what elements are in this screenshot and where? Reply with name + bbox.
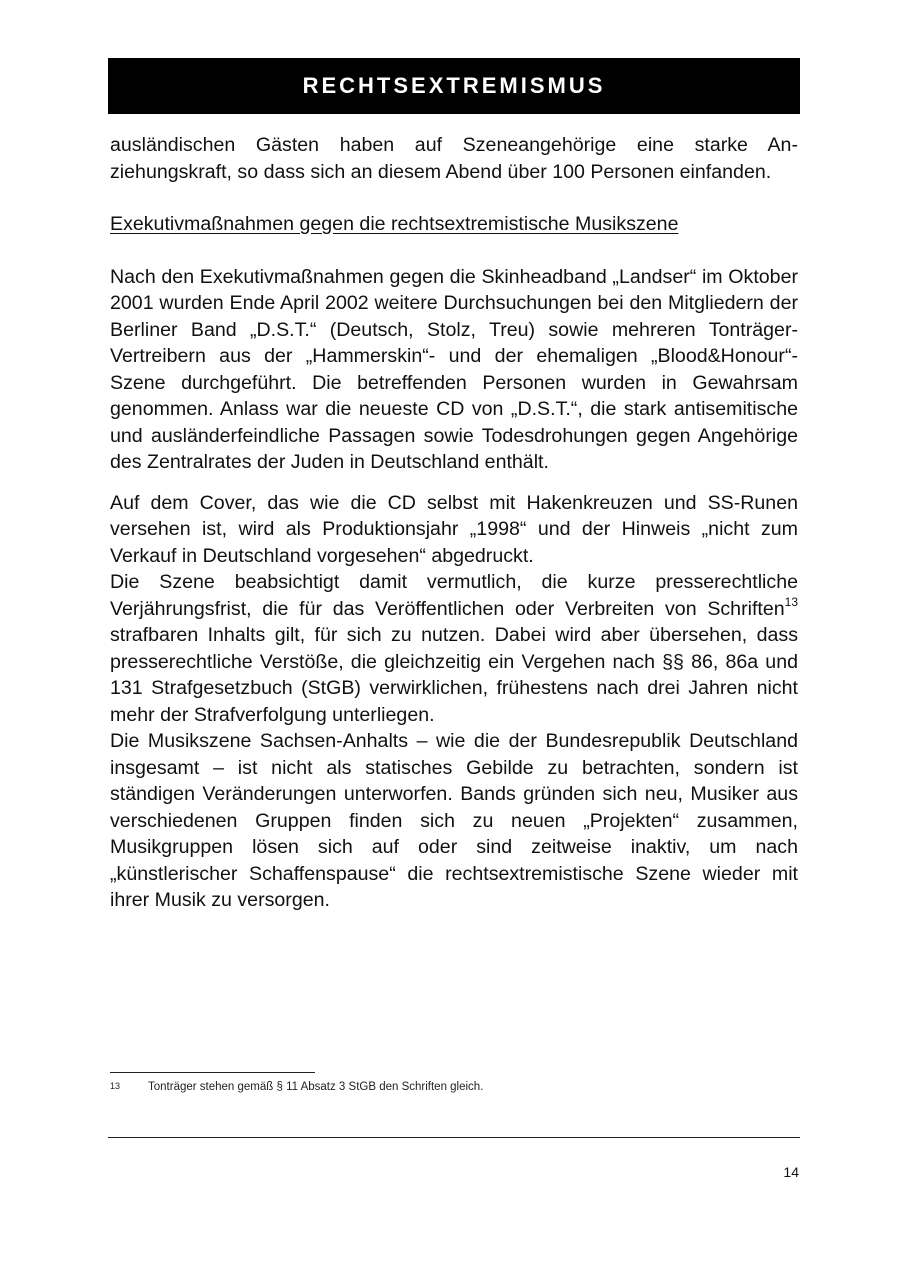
page-number: 14: [783, 1164, 799, 1180]
page-header-banner: [108, 58, 800, 114]
paragraph-statute-of-limitations: [110, 569, 798, 728]
section-heading: Exekutivmaßnahmen gegen die rechtsextremistische Musikszene: [110, 213, 679, 235]
footnote-text: Tonträger stehen gemäß § 11 Absatz 3 StGB den Schriften gleich.: [148, 1081, 484, 1093]
main-text: [110, 132, 798, 914]
paragraph-text-part-2: strafbaren Inhalts gilt, für sich zu nutzen. Dabei wird aber übersehen, dass presserechtliche Verstöße, die gleichzeitig ein Vergehen nach §§ 86, 86a und 131 Strafgesetzbuch (StGB) verwirklichen, frühestens nach drei Jahren nicht mehr der Strafverfolgung unterliegen.: [110, 624, 798, 726]
footnote-divider: [110, 1072, 315, 1073]
footnote: [110, 1081, 798, 1093]
footer-divider: [108, 1137, 800, 1138]
paragraph-cover: Auf dem Cover, das wie die CD selbst mit Hakenkreuzen und SS-Runen versehen ist, wird als Produktionsjahr „1998“ und der Hinweis „nicht zum Verkauf in Deutschland vorgesehen“ abgedruckt.: [110, 491, 798, 567]
intro-paragraph: ausländischen Gästen haben auf Szeneangehörige eine starke Anziehungskraft, so dass sich an diesem Abend über 100 Personen einfanden.: [110, 134, 798, 183]
paragraph-music-scene: Die Musikszene Sachsen-Anhalts – wie die der Bundesrepublik Deutschland insgesamt – ist nicht als statisches Gebilde zu betrachten, sondern ist ständigen Veränderungen unterworfen. Bands gründen sich neu, Musiker aus verschiedenen Gruppen finden sich zu neuen „Projekten“ zusammen, Musikgruppen lösen sich auf oder sind zeitweise inaktiv, um nach „künstlerischer Schaffenspause“ die rechtsextremistische Szene wieder mit ihrer Musik zu versorgen.: [110, 730, 798, 911]
header-title: RECHTSEXTREMISMUS: [302, 73, 606, 98]
paragraph-executive-measures: Nach den Exekutivmaßnahmen gegen die Skinheadband „Landser“ im Oktober 2001 wurden Ende April 2002 weitere Durchsuchungen bei den Mitgliedern der Berliner Band „D.S.T.“ (Deutsch, Stolz, Treu) sowie mehreren Tonträger-Vertreibern aus der „Hammerskin“- und der ehemaligen „Blood&Honour“-Szene durchgeführt. Die betreffenden Personen wurden in Gewahrsam genommen. Anlass war die neueste CD von „D.S.T.“, die stark antisemitische und ausländerfeindliche Passagen sowie Todesdrohungen gegen Angehörige des Zentralrates der Juden in Deutschland enthält.: [110, 265, 798, 473]
footnote-reference[interactable]: 13: [784, 594, 798, 609]
paragraph-text-part-1: Die Szene beabsichtigt damit vermutlich, die kurze presserechtliche Verjährungsfrist, die für das Veröffentlichen oder Verbreiten von Schriften: [110, 571, 798, 620]
footnote-mark: 13: [110, 1081, 121, 1091]
